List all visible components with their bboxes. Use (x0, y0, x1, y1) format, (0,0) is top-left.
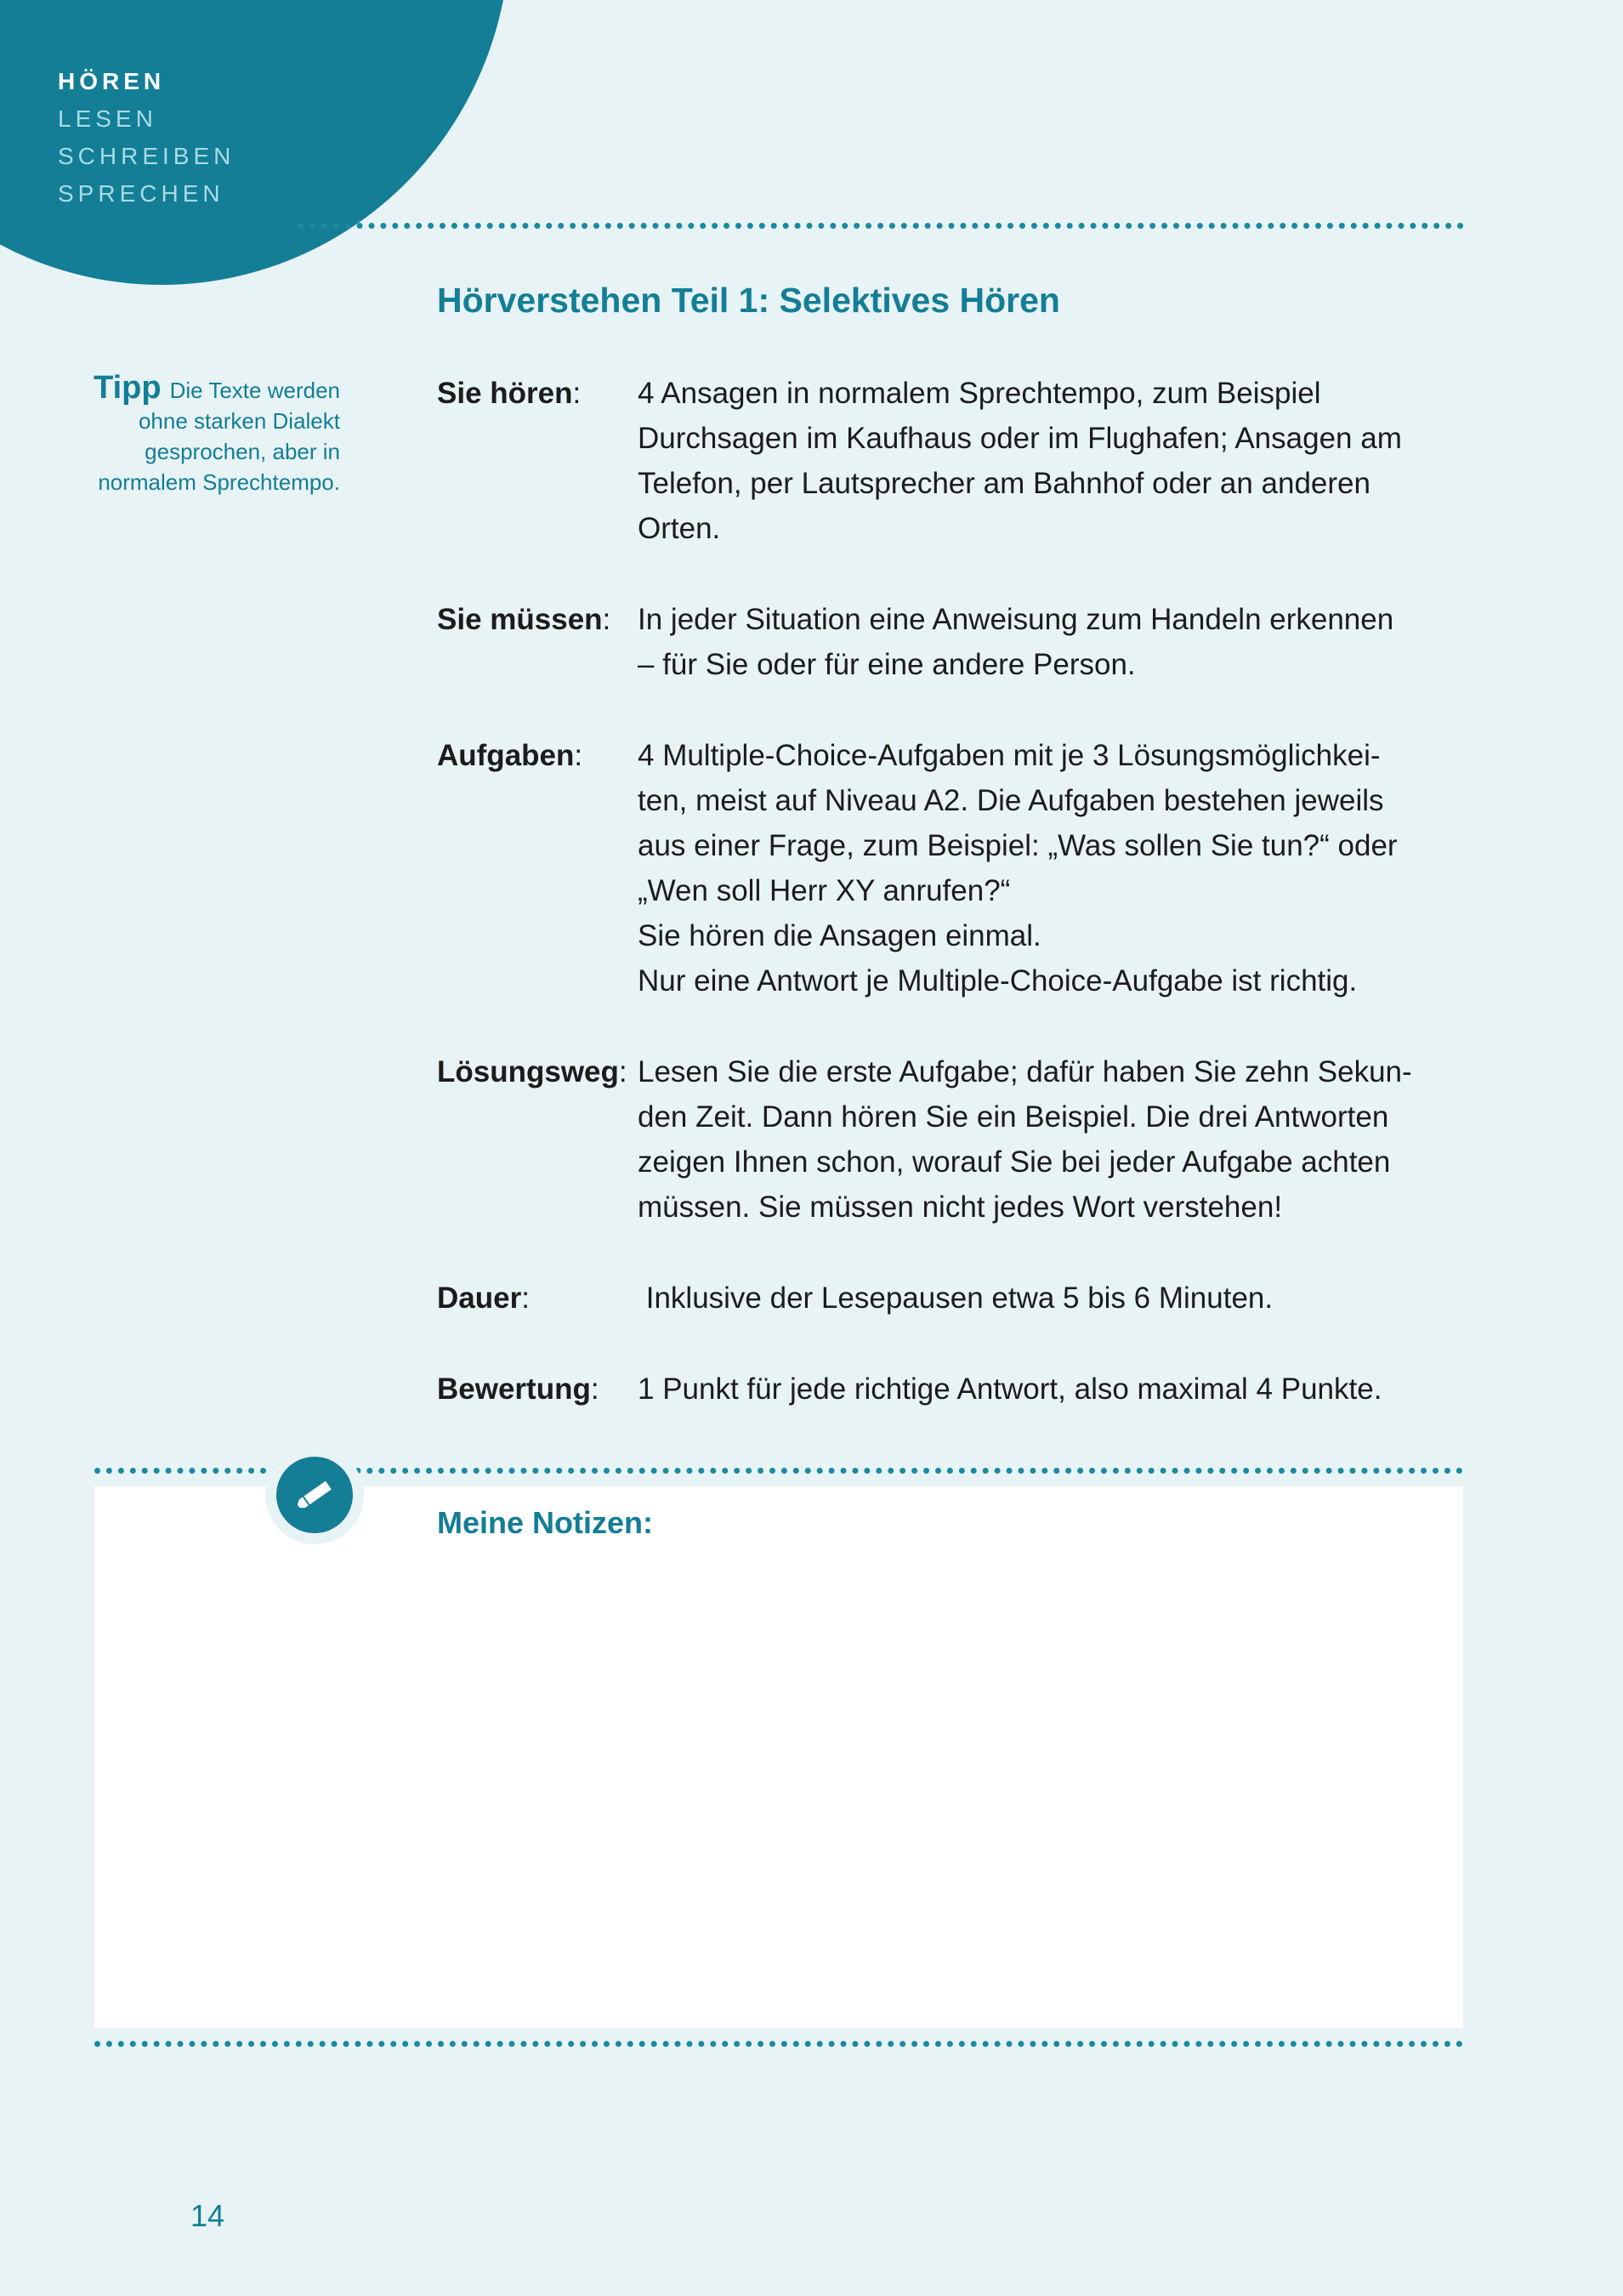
info-row-aufgaben (437, 733, 1449, 1003)
notes-title: Meine Notizen: (437, 1505, 654, 1540)
nav-item-hoeren[interactable]: HÖREN (58, 68, 166, 94)
tip-label: Tipp (94, 370, 162, 406)
info-row-sie-hoeren (437, 371, 1449, 551)
row-value: 4 Multiple-Choice-Aufgaben mit je 3 Lösungsmöglichkei- ten, meist auf Niveau A2. Die Aufgaben bestehen jeweils aus einer Frage, zum Beispiel: „Was sollen Sie tun?“ oder „Wen soll Herr XY anrufen?“ Sie hören die Ansagen einmal. Nur eine Antwort je Multiple-Choice-Aufgabe ist richtig. (638, 739, 1398, 997)
row-value: 4 Ansagen in normalem Sprechtempo, zum Beispiel Durchsagen im Kaufhaus oder im Flughafen; Ansagen am Telefon, per Lautsprecher am Bahnhof oder an anderen Orten. (638, 377, 1402, 545)
row-label: Dauer: (437, 1282, 530, 1315)
row-value: 1 Punkt für jede richtige Antwort, also maximal 4 Punkte. (638, 1372, 1382, 1406)
row-label: Sie müssen: (437, 603, 611, 636)
info-row-loesungsweg (437, 1049, 1449, 1230)
info-row-dauer (437, 1276, 1449, 1321)
top-dotted-divider (298, 223, 1464, 229)
row-label: Bewertung: (437, 1372, 599, 1406)
row-label: Lösungsweg: (437, 1055, 627, 1088)
notes-bottom-dotted-divider (94, 2041, 1463, 2047)
row-label: Aufgaben: (437, 739, 583, 772)
tip-box (94, 372, 340, 497)
section-title: Hörverstehen Teil 1: Selektives Hören (437, 281, 1060, 320)
row-value: Inklusive der Lesepausen etwa 5 bis 6 Minuten. (638, 1282, 1274, 1315)
tip-text: Die Texte werden ohne starken Dialekt gesprochen, aber in normalem Sprechtempo. (98, 378, 340, 495)
info-row-sie-muessen (437, 597, 1449, 687)
row-value: In jeder Situation eine Anweisung zum Handeln erkennen – für Sie oder für eine andere Person. (638, 603, 1394, 681)
pencil-icon (291, 1471, 338, 1519)
info-row-bewertung (437, 1367, 1449, 1412)
section-nav (58, 63, 235, 213)
notes-area[interactable] (94, 1486, 1463, 2028)
nav-item-lesen[interactable]: LESEN (58, 105, 157, 132)
nav-item-schreiben[interactable]: SCHREIBEN (58, 143, 236, 169)
row-value: Lesen Sie die erste Aufgabe; dafür haben Sie zehn Sekun- den Zeit. Dann hören Sie ein Beispiel. Die drei Antworten zeigen Ihnen schon, worauf Sie bei jeder Aufgabe achten müssen. Sie müssen nicht jedes Wort verstehen! (638, 1055, 1412, 1224)
pencil-badge (265, 1446, 364, 1544)
info-rows (437, 371, 1449, 1458)
nav-item-sprechen[interactable]: SPRECHEN (58, 180, 224, 207)
page-number: 14 (190, 2198, 225, 2233)
row-label: Sie hören: (437, 377, 582, 410)
